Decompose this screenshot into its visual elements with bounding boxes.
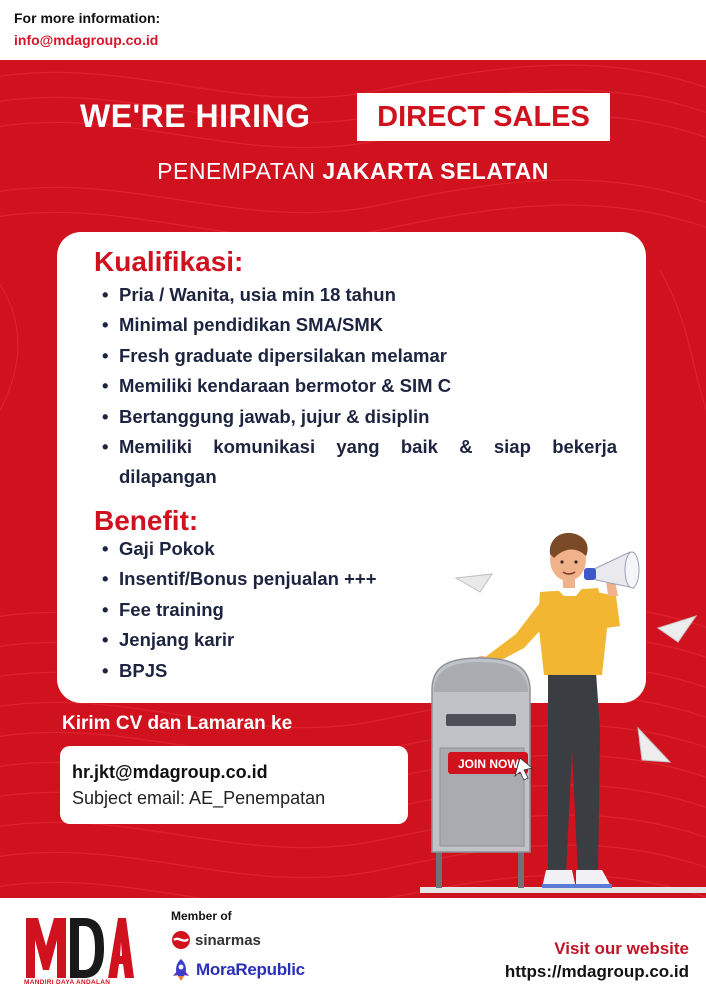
rocket-icon	[170, 958, 192, 982]
megaphone-icon	[584, 552, 639, 588]
member-of-label: Member of	[171, 909, 232, 923]
list-item: • Bertanggung jawab, jujur & disiplin	[102, 402, 617, 432]
list-item: • Minimal pendidikan SMA/SMK	[102, 310, 617, 340]
contact-label: For more information:	[14, 10, 161, 26]
list-item: • Insentif/Bonus penjualan +++	[102, 564, 377, 594]
qualifications-title: Kualifikasi:	[94, 246, 244, 277]
list-item: • Memiliki kendaraan bermotor & SIM C	[102, 371, 617, 401]
join-now-sign: JOIN NOW	[458, 757, 519, 771]
list-item: • Gaji Pokok	[102, 534, 377, 564]
apply-email-box	[60, 746, 408, 824]
sinarmas-logo	[170, 930, 261, 950]
send-cv-label: Kirim CV dan Lamaran ke	[62, 713, 293, 734]
mailbox-icon	[432, 658, 532, 888]
paper-plane-icon	[638, 728, 670, 762]
morarepublic-name: MoraRepublic	[196, 960, 305, 979]
qualifications-list	[102, 280, 617, 493]
sinarmas-icon	[170, 930, 192, 950]
morarepublic-logo	[170, 958, 305, 982]
placement-location: JAKARTA SELATAN	[322, 158, 549, 184]
list-item: • Pria / Wanita, usia min 18 tahun	[102, 280, 617, 310]
placement-prefix: PENEMPATAN	[157, 158, 316, 184]
website-link[interactable]: https://mdagroup.co.id	[504, 962, 689, 981]
apply-subject: Subject email: AE_Penempatan	[72, 788, 326, 808]
contact-email[interactable]: info@mdagroup.co.id	[14, 32, 159, 48]
list-item: • Fresh graduate dipersilakan melamar	[102, 341, 617, 371]
list-item: • BPJS	[102, 656, 377, 686]
list-item: • Jenjang karir	[102, 625, 377, 655]
paper-plane-icon	[456, 574, 492, 592]
contact-info	[14, 10, 160, 48]
sinarmas-name: sinarmas	[195, 931, 261, 949]
recruiter-mailbox-illustration	[420, 530, 706, 900]
logo-tagline: MANDIRI DAYA ANDALAN	[24, 979, 111, 986]
role-title: DIRECT SALES	[357, 93, 610, 141]
apply-email[interactable]: hr.jkt@mdagroup.co.id	[72, 762, 268, 782]
visit-website-label: Visit our website	[554, 939, 689, 958]
paper-plane-icon	[658, 616, 696, 642]
placement-line	[0, 158, 706, 185]
hiring-headline: WE'RE HIRING	[80, 98, 311, 134]
benefits-list	[102, 534, 377, 686]
list-item: • Fee training	[102, 595, 377, 625]
list-item: • Memiliki komunikasi yang baik & siap bekerja dilapangan	[102, 432, 617, 493]
benefits-title: Benefit:	[94, 505, 199, 536]
